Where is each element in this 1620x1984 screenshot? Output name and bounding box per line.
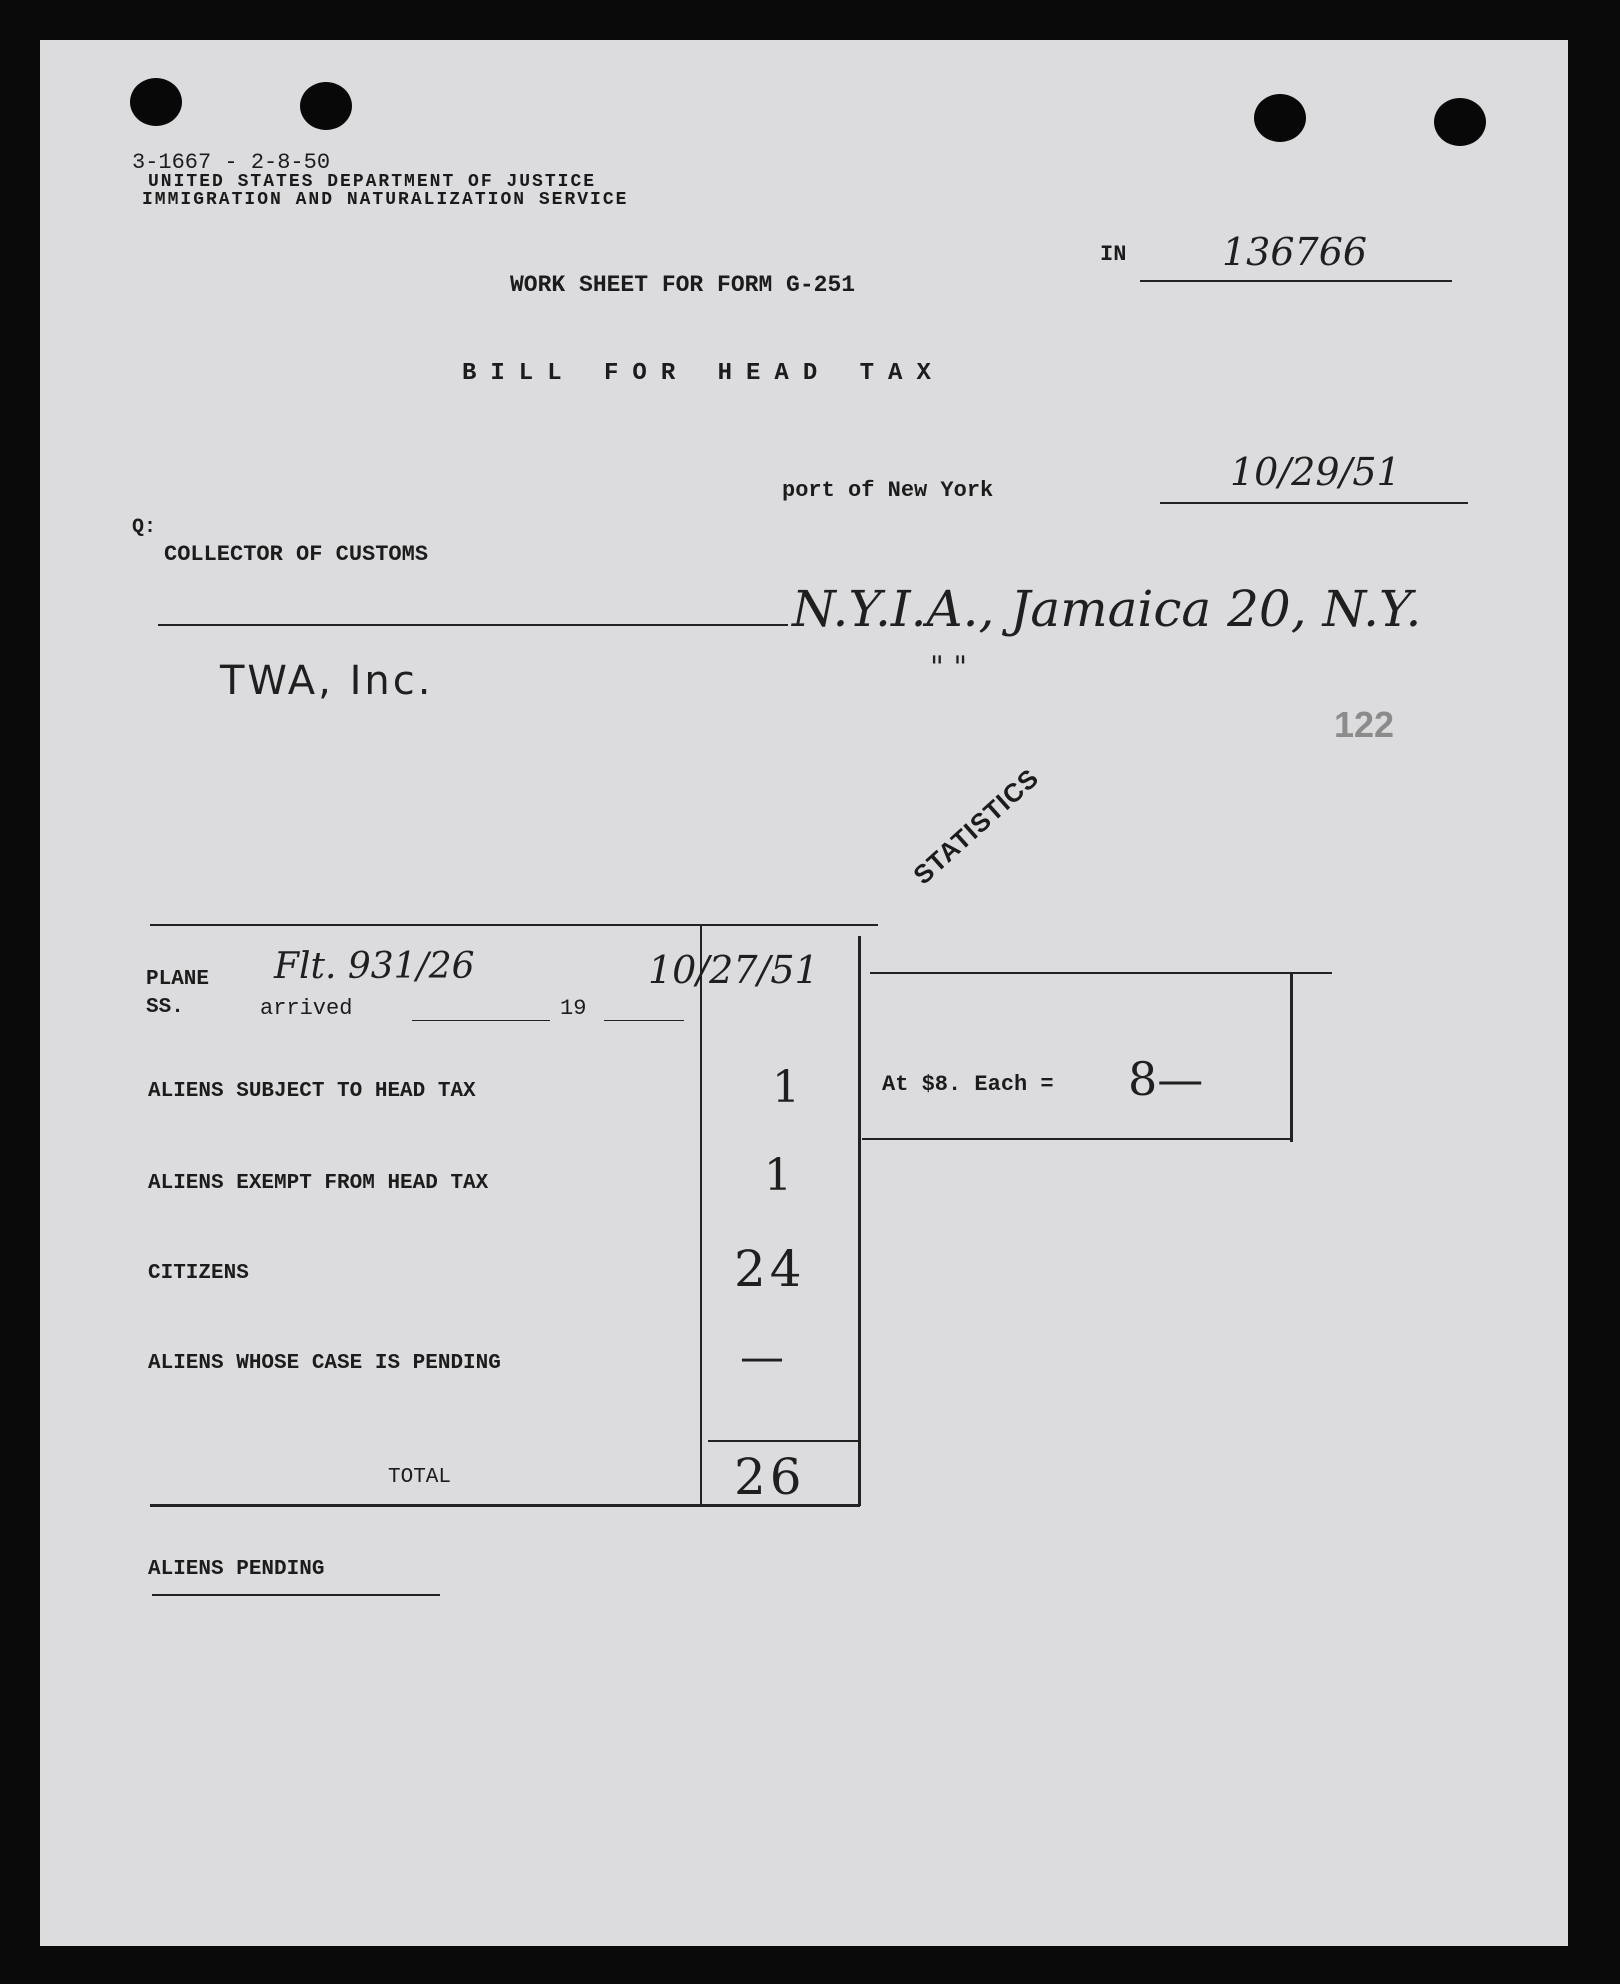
punch-hole-icon <box>1434 98 1486 146</box>
page-number: 122 <box>1334 704 1395 745</box>
form-code: 3-1667 - 2-8-50 <box>132 150 331 175</box>
address-underline <box>158 624 788 626</box>
table-top-border <box>150 924 878 926</box>
worksheet-title: WORK SHEET FOR FORM G-251 <box>510 272 856 298</box>
row-value-pending: — <box>740 1332 784 1383</box>
location-handwritten: N.Y.I.A., Jamaica 20, N.Y. <box>792 580 1422 638</box>
plane-label: PLANE <box>146 968 210 991</box>
row-label-subject-to-tax: ALIENS SUBJECT TO HEAD TAX <box>148 1080 476 1103</box>
row-label-exempt: ALIENS EXEMPT FROM HEAD TAX <box>148 1172 489 1195</box>
date-underline <box>1160 502 1468 504</box>
table-middle-divider <box>700 924 702 1504</box>
punch-hole-icon <box>130 78 182 126</box>
aliens-pending-label: ALIENS PENDING <box>148 1558 325 1581</box>
tax-rate-label: At $8. Each = <box>882 1072 1054 1097</box>
arrived-label: arrived <box>260 996 353 1021</box>
bill-date: 10/29/51 <box>1230 450 1401 494</box>
punch-hole-icon <box>300 82 352 130</box>
file-number: 136766 <box>1222 230 1368 274</box>
punch-hole-icon <box>1254 94 1306 142</box>
arrived-date-underline <box>412 1020 550 1021</box>
tax-amount: 8— <box>1128 1052 1204 1106</box>
file-number-underline <box>1140 280 1452 282</box>
document-sheet <box>40 40 1568 1946</box>
total-label: TOTAL <box>388 1466 452 1489</box>
year-underline <box>604 1020 684 1021</box>
carrier-handwritten: TWA, Inc. <box>220 658 434 704</box>
port-label: port of New York <box>782 478 994 503</box>
file-prefix: IN <box>1100 242 1127 267</box>
row-value-subject-to-tax: 1 <box>772 1062 800 1113</box>
total-separator <box>708 1440 858 1442</box>
aliens-pending-underline <box>152 1594 440 1596</box>
to-label: Q: <box>132 516 157 539</box>
arrival-date: 10/27/51 <box>648 948 819 992</box>
bill-title: BILL FOR HEAD TAX <box>462 360 945 387</box>
table-right-border <box>858 936 861 1506</box>
row-value-exempt: 1 <box>764 1150 792 1201</box>
service-name: IMMIGRATION AND NATURALIZATION SERVICE <box>142 190 629 210</box>
ditto-marks: " " <box>930 650 968 685</box>
row-label-citizens: CITIZENS <box>148 1262 249 1285</box>
total-value: 26 <box>734 1448 806 1506</box>
tax-box-top <box>870 972 1332 974</box>
collector-name: COLLECTOR OF CUSTOMS <box>164 542 429 567</box>
tax-box-bottom <box>862 1138 1292 1140</box>
year-prefix: 19 <box>560 996 587 1021</box>
flight-number: Flt. 931/26 <box>274 946 475 987</box>
tax-box-right <box>1290 972 1293 1142</box>
statistics-stamp: STATISTICS <box>907 762 1045 891</box>
ss-label: SS. <box>146 996 184 1019</box>
department-name: UNITED STATES DEPARTMENT OF JUSTICE <box>148 172 597 192</box>
row-label-pending: ALIENS WHOSE CASE IS PENDING <box>148 1352 501 1375</box>
row-value-citizens: 24 <box>734 1240 806 1298</box>
